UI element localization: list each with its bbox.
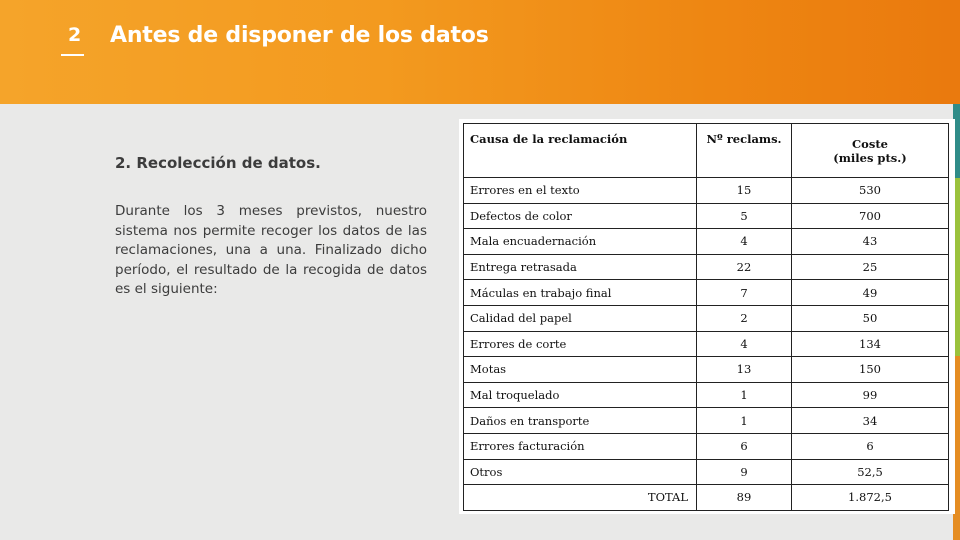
- table-row: [464, 331, 949, 357]
- cell-cost: 50: [792, 305, 949, 331]
- total-label: TOTAL: [464, 485, 697, 511]
- cell-count: 13: [697, 357, 792, 383]
- header-cause: Causa de la reclamación: [464, 124, 697, 178]
- cell-count: 4: [697, 331, 792, 357]
- table-total-row: [464, 485, 949, 511]
- cell-cost: 25: [792, 254, 949, 280]
- table-row: [464, 280, 949, 306]
- cell-cost: 49: [792, 280, 949, 306]
- cell-cause: Máculas en trabajo final: [464, 280, 697, 306]
- cell-count: 2: [697, 305, 792, 331]
- table-row: [464, 305, 949, 331]
- cell-cause: Otros: [464, 459, 697, 485]
- cell-count: 1: [697, 382, 792, 408]
- cell-cause: Entrega retrasada: [464, 254, 697, 280]
- cell-count: 4: [697, 229, 792, 255]
- cell-cost: 700: [792, 203, 949, 229]
- cell-cost: 6: [792, 433, 949, 459]
- cell-cost: 530: [792, 178, 949, 204]
- table-row: [464, 408, 949, 434]
- cell-count: 5: [697, 203, 792, 229]
- cell-cause: Motas: [464, 357, 697, 383]
- header-cost-line1: Coste: [852, 136, 888, 151]
- header-count: Nº reclams.: [697, 124, 792, 178]
- section-subtitle: 2. Recolección de datos.: [115, 154, 321, 172]
- section-number-underline: [61, 54, 84, 56]
- cell-count: 7: [697, 280, 792, 306]
- cell-cause: Errores en el texto: [464, 178, 697, 204]
- cell-count: 9: [697, 459, 792, 485]
- cell-cost: 34: [792, 408, 949, 434]
- cell-count: 22: [697, 254, 792, 280]
- table-row: [464, 229, 949, 255]
- total-count: 89: [697, 485, 792, 511]
- cell-cost: 43: [792, 229, 949, 255]
- cell-cost: 99: [792, 382, 949, 408]
- section-number: 2: [68, 24, 82, 46]
- header-cost: [792, 124, 949, 178]
- body-paragraph: Durante los 3 meses previstos, nuestro sistema nos permite recoger los datos de las reclamaciones, una a una. Finalizado dicho período, el resultado de la recogida de datos es el siguiente:: [115, 203, 427, 297]
- complaints-table: [463, 123, 949, 511]
- cell-cause: Errores facturación: [464, 433, 697, 459]
- complaints-table-image: [459, 119, 955, 514]
- cell-cause: Calidad del papel: [464, 305, 697, 331]
- cell-cause: Mala encuadernación: [464, 229, 697, 255]
- total-cost: 1.872,5: [792, 485, 949, 511]
- table-row: [464, 357, 949, 383]
- cell-cost: 52,5: [792, 459, 949, 485]
- table-row: [464, 203, 949, 229]
- cell-cause: Daños en transporte: [464, 408, 697, 434]
- cell-cause: Mal troquelado: [464, 382, 697, 408]
- table-row: [464, 459, 949, 485]
- accent-bar-orange-top: [953, 0, 960, 104]
- slide-title: Antes de disponer de los datos: [110, 23, 489, 48]
- table-header-row: [464, 124, 949, 178]
- table-row: [464, 254, 949, 280]
- cell-count: 15: [697, 178, 792, 204]
- header-banner: [0, 0, 953, 104]
- table-row: [464, 382, 949, 408]
- cell-cause: Errores de corte: [464, 331, 697, 357]
- header-cost-line2: (miles pts.): [833, 150, 907, 165]
- cell-cost: 150: [792, 357, 949, 383]
- table-row: [464, 178, 949, 204]
- cell-cost: 134: [792, 331, 949, 357]
- cell-count: 6: [697, 433, 792, 459]
- table-row: [464, 433, 949, 459]
- cell-count: 1: [697, 408, 792, 434]
- cell-cause: Defectos de color: [464, 203, 697, 229]
